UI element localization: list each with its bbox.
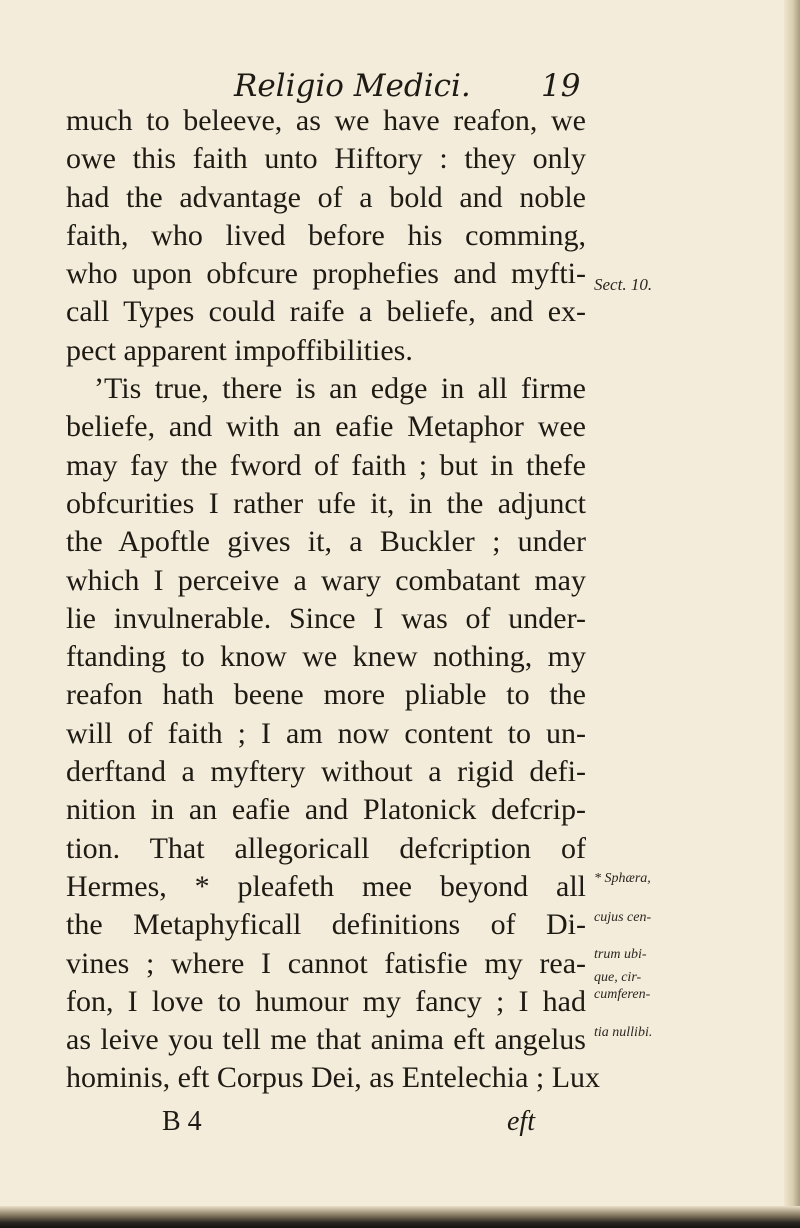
text-line: will of faith ; I am now content to un- [66, 716, 586, 750]
text-line: vines ; where I cannot fatisfie my rea- [66, 946, 586, 980]
text-line: derftand a myftery without a rigid defi- [66, 755, 586, 789]
text-line: the Apoftle gives it, a Buckler ; under [66, 525, 586, 559]
text-line: beliefe, and with an eafie Metaphor wee [66, 410, 586, 444]
text-line: lie invulnerable. Since I was of under- [66, 601, 586, 635]
catchword: eft [507, 1106, 535, 1137]
text-line: ’Tis true, there is an edge in all firme [94, 372, 586, 406]
gloss-line: * Sphæra, [594, 871, 651, 886]
gloss-line: trum ubi- [594, 947, 647, 962]
text-line: ftanding to know we knew nothing, my [66, 640, 586, 674]
text-line: the Metaphyficall definitions of Di- [66, 908, 586, 942]
section-marginal-note: Sect. 10. [594, 275, 653, 294]
text-line: pect apparent impoffibilities. [66, 333, 413, 367]
text-line: which I perceive a wary combatant may [66, 563, 586, 597]
page-edge-shadow [784, 0, 800, 1228]
signature-mark: B 4 [162, 1106, 202, 1137]
text-line: fon, I love to humour my fancy ; I had [66, 984, 586, 1018]
running-title: Religio Medici. [234, 68, 471, 104]
text-line: Hermes, * pleafeth mee beyond all [66, 869, 586, 903]
text-line: tion. That allegoricall defcription of [66, 831, 586, 865]
text-line: obfcurities I rather ufe it, in the adjunct [66, 486, 586, 520]
text-line: as leive you tell me that anima eft angelus [66, 1023, 586, 1057]
gloss-line: cumferen- [594, 987, 651, 1002]
page-bottom-edge [0, 1206, 800, 1228]
text-line: owe this faith unto Hiftory : they only [66, 142, 586, 176]
page-number: 19 [541, 68, 581, 104]
text-line: call Types could raife a beliefe, and ex- [66, 295, 586, 329]
text-line: hominis, eft Corpus Dei, as Entelechia ; Lux [66, 1061, 601, 1095]
main-text-block [66, 102, 601, 1098]
text-line: had the advantage of a bold and noble [66, 180, 586, 214]
text-line: may fay the fword of faith ; but in thefe [66, 448, 586, 482]
gloss-line: cujus cen- [594, 910, 652, 925]
text-line: who upon obfcure prophefies and myfti- [66, 257, 586, 291]
text-line: nition in an eafie and Platonick defcrip- [66, 793, 586, 827]
text-line: much to beleeve, as we have reafon, we [66, 104, 586, 137]
text-line: faith, who lived before his comming, [66, 218, 586, 252]
gloss-line: que, cir- [594, 970, 642, 985]
gloss-line: tia nullibi. [594, 1025, 653, 1040]
text-line: reafon hath beene more pliable to the [66, 678, 586, 712]
